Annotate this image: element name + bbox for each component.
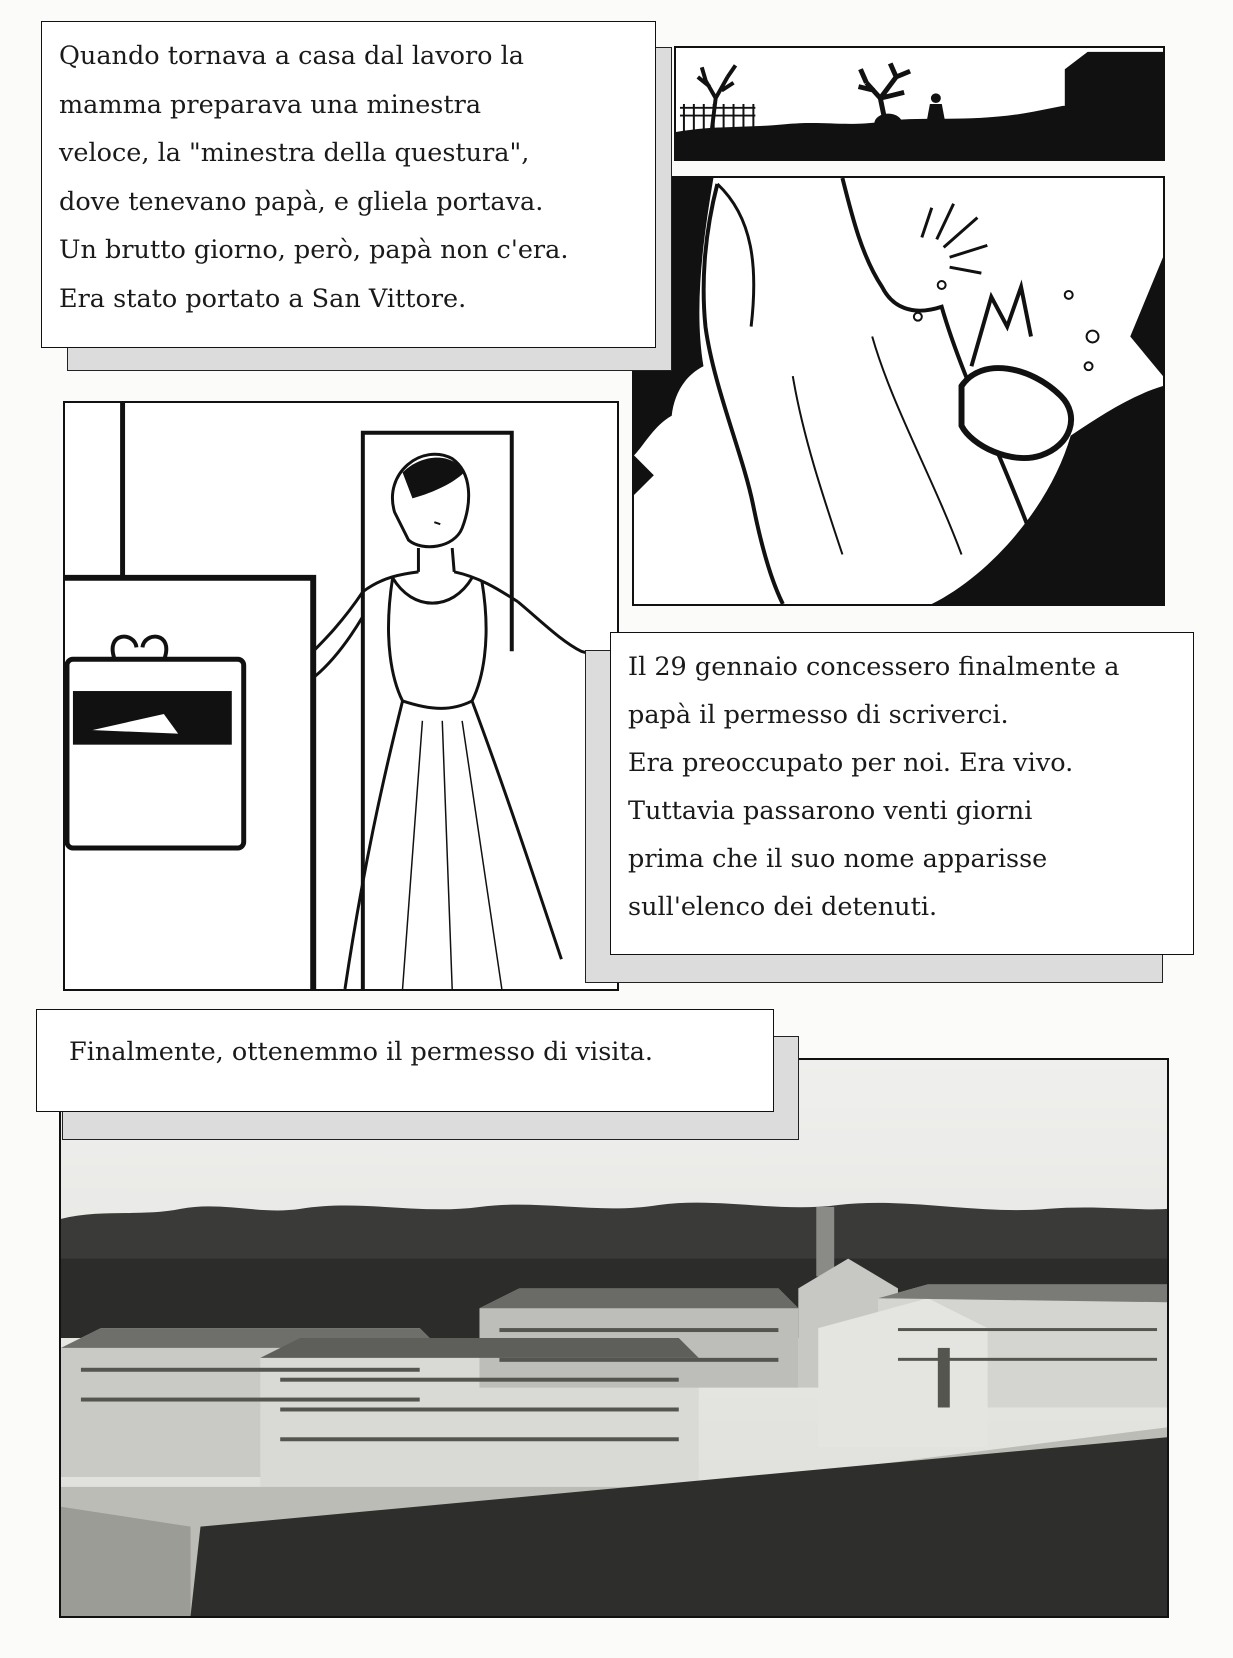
caption-top bbox=[41, 21, 656, 348]
caption-top-line-1: Quando tornava a casa dal lavoro la bbox=[59, 41, 524, 71]
panel-prison-photo bbox=[59, 1058, 1169, 1618]
caption-middle-line-4: Tuttavia passarono venti giorni bbox=[628, 796, 1033, 826]
caption-middle-line-5: prima che il suo nome apparisse bbox=[628, 844, 1048, 874]
silhouette-landscape-art bbox=[676, 48, 1163, 159]
caption-middle-line-2: papà il permesso di scriverci. bbox=[628, 700, 1009, 730]
panel-falling-pot bbox=[632, 176, 1165, 606]
caption-top-line-3: veloce, la "minestra della questura", bbox=[59, 138, 530, 168]
caption-top-line-4: dove tenevano papà, e gliela portava. bbox=[59, 186, 544, 217]
caption-bottom bbox=[36, 1009, 774, 1112]
caption-top-line-6: Era stato portato a San Vittore. bbox=[59, 283, 467, 314]
caption-bottom-line-1: Finalmente, ottenemmo il permesso di visita. bbox=[69, 1037, 654, 1067]
caption-middle-line-1: Il 29 gennaio concessero finalmente a bbox=[628, 652, 1120, 682]
panel-woman-doorway bbox=[63, 401, 619, 991]
caption-middle-line-6: sull'elenco dei detenuti. bbox=[628, 892, 938, 922]
caption-middle bbox=[610, 632, 1194, 955]
panel-silhouette-landscape bbox=[674, 46, 1165, 161]
caption-top-line-5: Un brutto giorno, però, papà non c'era. bbox=[59, 235, 569, 265]
prison-photo-art bbox=[61, 1060, 1167, 1616]
caption-top-line-2: mamma preparava una minestra bbox=[59, 89, 482, 120]
caption-middle-line-3: Era preoccupato per noi. Era vivo. bbox=[628, 748, 1074, 778]
woman-doorway-art bbox=[65, 403, 617, 989]
falling-pot-art bbox=[634, 178, 1163, 604]
